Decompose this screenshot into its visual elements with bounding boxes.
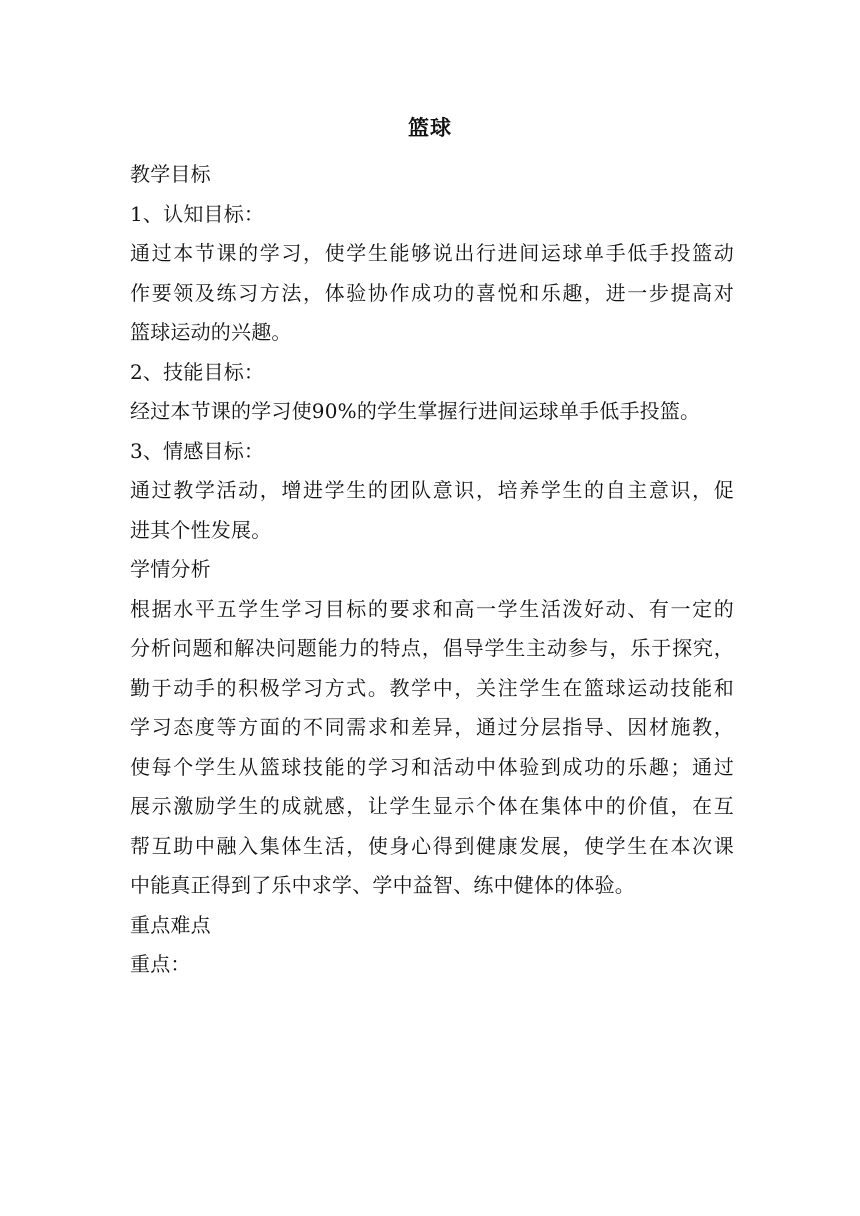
- body-line: 篮球运动的兴趣。: [130, 320, 292, 344]
- document-body: [130, 155, 734, 985]
- body-line: 进其个性发展。: [130, 517, 272, 542]
- body-line: 通过本节课的学习，使学生能够说出行进间运球单手低手投篮动: [130, 241, 734, 265]
- body-line: 使每个学生从篮球技能的学习和活动中体验到成功的乐趣；通过: [130, 754, 734, 779]
- body-line: 帮互助中融入集体生活，使身心得到健康发展，使学生在本次课: [130, 833, 734, 858]
- body-line: 学情分析: [130, 557, 211, 581]
- body-line: 作要领及练习方法，体验协作成功的喜悦和乐趣，进一步提高对: [130, 280, 734, 305]
- body-line: 学习态度等方面的不同需求和差异，通过分层指导、因材施教，: [130, 715, 734, 739]
- body-line: 展示激励学生的成就感，让学生显示个体在集体中的价值，在互: [130, 794, 734, 818]
- body-line: 经过本节课的学习使90%的学生掌握行进间运球单手低手投篮。: [130, 399, 701, 423]
- body-line: 重点：: [130, 952, 191, 976]
- body-line: 3、情感目标：: [130, 438, 265, 463]
- body-line: 中能真正得到了乐中求学、学中益智、练中健体的体验。: [130, 873, 635, 897]
- body-line: 教学目标: [130, 162, 211, 186]
- body-line: 分析问题和解决问题能力的特点，倡导学生主动参与，乐于探究，: [130, 636, 734, 660]
- body-line: 勤于动手的积极学习方式。教学中，关注学生在篮球运动技能和: [130, 675, 734, 700]
- document-title: 篮球: [408, 115, 452, 140]
- body-line: 2、技能目标：: [130, 359, 265, 384]
- body-line: 1、认知目标：: [130, 201, 265, 226]
- body-line: 重点难点: [130, 912, 211, 937]
- body-line: 根据水平五学生学习目标的要求和高一学生活泼好动、有一定的: [130, 596, 734, 621]
- body-line: 通过教学活动，增进学生的团队意识，培养学生的自主意识，促: [130, 478, 734, 502]
